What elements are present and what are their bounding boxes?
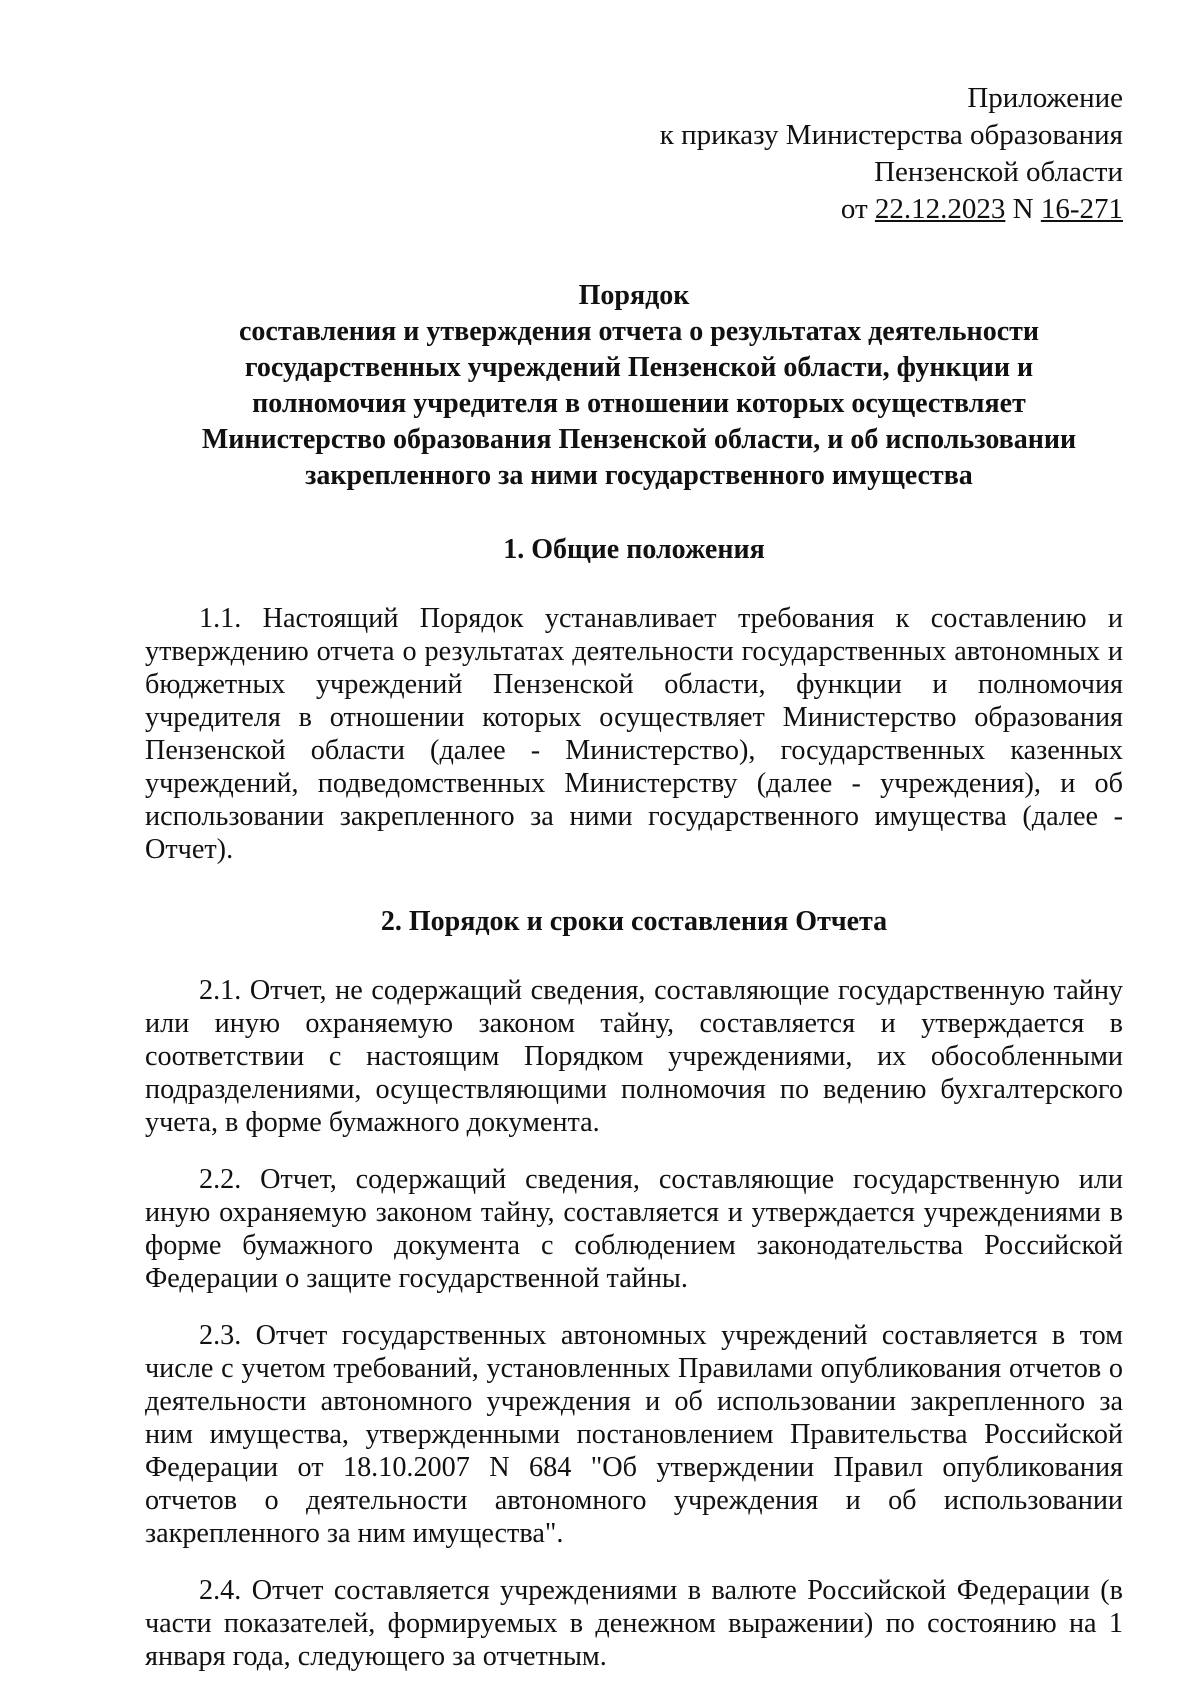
appendix-block — [145, 80, 1123, 228]
document-title — [145, 278, 1123, 494]
order-date: 22.12.2023 — [874, 193, 1006, 225]
paragraph: 2.2. Отчет, содержащий сведения, составляющие государственную или иную охраняемую законом тайну, составляется и утверждается учреждениями в форме бумажного документа с соблюдением законодательства Российской Федерации о защите государственной тайны. — [145, 1164, 1123, 1294]
title-subtitle: составления и утверждения отчета о результатах деятельности государственных учреждений Пензенской области, функции и полномочия учредителя в отношении которых осуществляет Министерство образования Пензенской области, и об использовании закрепленного за ними государственного имущества — [201, 316, 1077, 491]
paragraph: 1.1. Настоящий Порядок устанавливает требования к составлению и утверждению отчета о результатах деятельности государственных автономных и бюджетных учреждений Пензенской области, функции и полномочия учредителя в отношении которых осуществляет Министерство образования Пензенской области (далее - Министерство), государственных казенных учреждений, подведомственных Министерству (далее - учреждения), и об использовании закрепленного за ними государственного имущества (далее - Отчет). — [145, 603, 1123, 865]
section-heading: 2. Порядок и сроки составления Отчета — [380, 906, 888, 937]
paragraph: 2.1. Отчет, не содержащий сведения, составляющие государственную тайну или иную охраняемую законом тайну, составляется и утверждается в соответствии с настоящим Порядком учреждениями, их обособленными подразделениями, осуществляющими полномочия по ведению бухгалтерского учета, в форме бумажного документа. — [145, 975, 1123, 1138]
order-number: 16-271 — [1040, 193, 1123, 225]
title-main: Порядок — [578, 280, 690, 311]
order-number-prefix: N — [1012, 193, 1034, 225]
appendix-line: Пензенской области — [874, 156, 1123, 188]
order-reference — [145, 191, 1123, 228]
paragraph: 2.3. Отчет государственных автономных учреждений составляется в том числе с учетом требований, установленных Правилами опубликования отчетов о деятельности автономного учреждения и об использовании закрепленного за ним имущества, утвержденными постановлением Правительства Российской Федерации от 18.10.2007 N 684 "Об утверждении Правил опубликования отчетов о деятельности автономного учреждения и об использовании закрепленного за ним имущества". — [145, 1320, 1123, 1549]
appendix-line: Приложение — [967, 82, 1123, 114]
section-heading: 1. Общие положения — [503, 534, 765, 565]
document-page — [145, 80, 1123, 1673]
order-prefix: от — [840, 193, 868, 225]
paragraph: 2.4. Отчет составляется учреждениями в валюте Российской Федерации (в части показателей, формируемых в денежном выражении) по состоянию на 1 января года, следующего за отчетным. — [145, 1575, 1123, 1672]
appendix-line: к приказу Министерства образования — [659, 119, 1123, 151]
